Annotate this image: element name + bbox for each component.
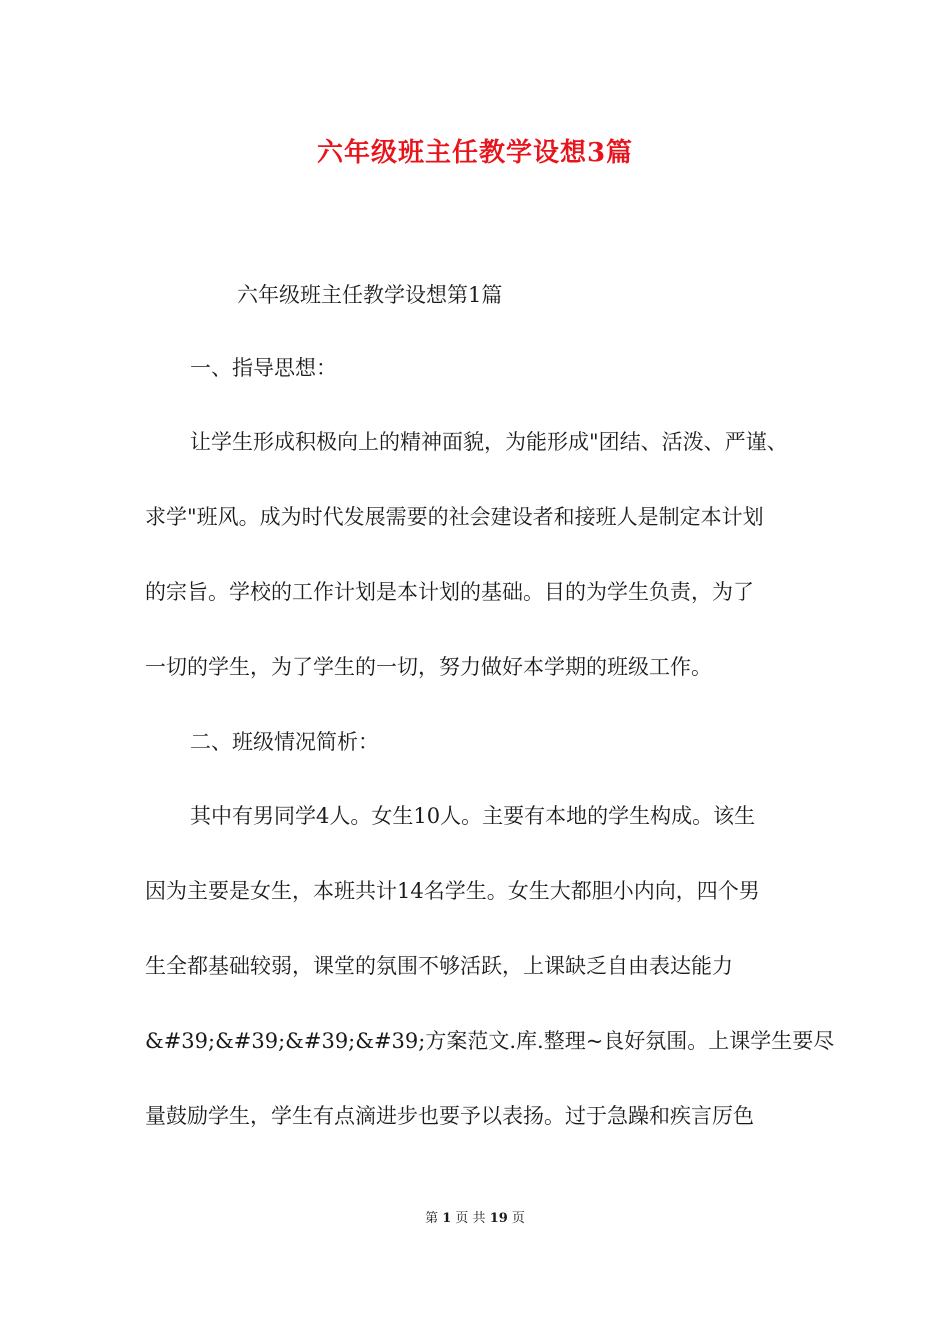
footer-middle: 页 共 [455, 1211, 486, 1226]
footer-prefix: 第 [425, 1211, 439, 1226]
paragraph-line: 生全都基础较弱，课堂的氛围不够活跃，上课缺乏自由表达能力 [145, 954, 733, 978]
paragraph-line: 量鼓励学生，学生有点滴进步也要予以表扬。过于急躁和疾言厉色 [145, 1104, 754, 1128]
page-footer [0, 1209, 950, 1229]
section-heading-part1: 六年级班主任教学设想第1篇 [237, 283, 503, 307]
paragraph-line: &#39;&#39;&#39;&#39;方案范文.库.整理~良好氛围。上课学生要尽 [145, 1029, 835, 1053]
footer-suffix: 页 [511, 1211, 525, 1226]
section-heading-guiding-thought: 一、指导思想： [190, 356, 337, 380]
paragraph-line: 一切的学生，为了学生的一切，努力做好本学期的班级工作。 [145, 655, 712, 679]
paragraph-line: 求学"班风。成为时代发展需要的社会建设者和接班人是制定本计划 [145, 505, 764, 529]
paragraph-line: 的宗旨。学校的工作计划是本计划的基础。目的为学生负责，为了 [145, 580, 754, 604]
document-title: 六年级班主任教学设想3篇 [316, 138, 634, 168]
section-heading-class-analysis: 二、班级情况简析： [190, 730, 379, 754]
paragraph-line: 因为主要是女生，本班共计14名学生。女生大都胆小内向，四个男 [145, 879, 760, 903]
paragraph-line: 其中有男同学4人。女生10人。主要有本地的学生构成。该生 [190, 804, 756, 828]
footer-total-pages: 19 [489, 1211, 508, 1226]
paragraph-line: 让学生形成积极向上的精神面貌，为能形成"团结、活泼、严谨、 [190, 430, 788, 454]
footer-page-number: 1 [442, 1211, 452, 1226]
